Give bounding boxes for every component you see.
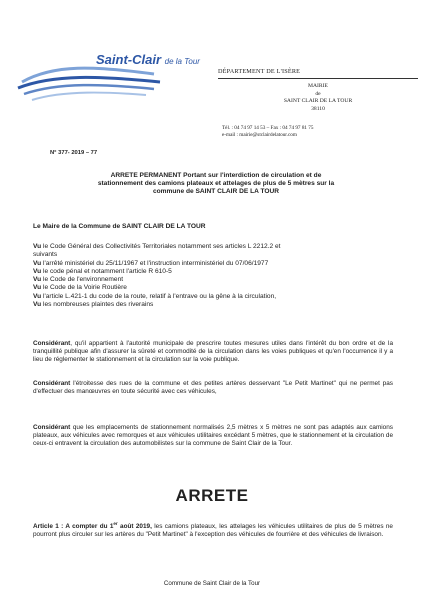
phone-fax: Tél. : 04 74 97 14 53 – Fax : 04 74 97 81 75 <box>222 125 314 131</box>
considerant-paragraph: Considérant, qu'il appartient à l'autorité municipale de prescrire toutes mesures utiles dans l'intérêt du bon ordre et de la tranquillité publique afin d'assurer la sûreté et commodité de la circulation dans les voies publiques et qu'en l'occurrence il y a lieu de réglementer le stationnement et la circulation sur la voie publique. <box>33 340 393 364</box>
logo-wordmark: Saint-Clair de la Tour <box>96 52 200 67</box>
document-title: ARRETE PERMANENT Portant sur l'interdiction de circulation et de stationnement des camions plateaux et attelages de plus de 5 mètres sur la commune de SAINT CLAIR DE LA TOUR <box>97 172 335 196</box>
footer-commune: Commune de Saint Clair de la Tour <box>163 580 261 587</box>
mairie-address: MAIRIE de SAINT CLAIR DE LA TOUR 38110 <box>283 83 353 112</box>
vu-line: Vu le Code de la Voirie Routière <box>33 284 127 292</box>
document-reference: N° 377- 2019 – 77 <box>50 150 98 156</box>
maire-heading: Le Maire de la Commune de SAINT CLAIR DE LA TOUR <box>33 223 206 230</box>
vu-line: Vu les nombreuses plaintes des riverains <box>33 301 154 309</box>
vu-line: Vu l'article L.421-1 du code de la route, relatif à l'entrave ou la gêne à la circulation, <box>33 292 277 300</box>
considerant-paragraph: Considérant que les emplacements de stationnement normalisés 2,5 mètres x 5 mètres ne sont pas adaptés aux camions plateaux, aux véhicules avec remorques et aux véhicules utilitaires excédant 5 mètres, que le stationnement et la circulation de ceux-ci entravent la circulation des automobilistes sur la commune de Saint Clair de la Tour. <box>33 424 393 448</box>
vu-line: Vu le Code Général des Collectivités Territoriales notamment ses articles L 2212.2 et <box>33 243 281 250</box>
vu-list <box>33 243 393 309</box>
considerant-paragraph: Considérant l'étroitesse des rues de la commune et des petites artères desservant "Le Petit Martinet" qui ne permet pas d'effectuer des manœuvres en toute sécurité avec ces véhicules, <box>33 380 393 396</box>
vu-line: suivants <box>33 251 58 259</box>
email: e-mail : mairie@stclairdelatour.com <box>222 132 297 138</box>
header-divider <box>218 78 418 79</box>
contact-info <box>222 125 418 139</box>
vu-line: Vu l'arrêté ministériel du 25/11/1967 et l'instruction interministériel du 07/06/1977 <box>33 259 269 267</box>
article-1: Article 1 : A compter du 1er août 2019, les camions plateaux, les attelages les véhicules utilitaires de plus de 5 mètres ne pourront plus circuler sur les artères du "Petit Martinet" à l'exception des véhicules de fourrière et des véhicules de livraison. <box>33 521 393 539</box>
vu-line: Vu le code pénal et notamment l'article R 610-5 <box>33 267 172 275</box>
arrete-heading: ARRETE <box>175 486 249 505</box>
vu-line: Vu le Code de l'environnement <box>33 276 124 284</box>
department-label: DÉPARTEMENT DE L'ISÈRE <box>218 68 301 75</box>
